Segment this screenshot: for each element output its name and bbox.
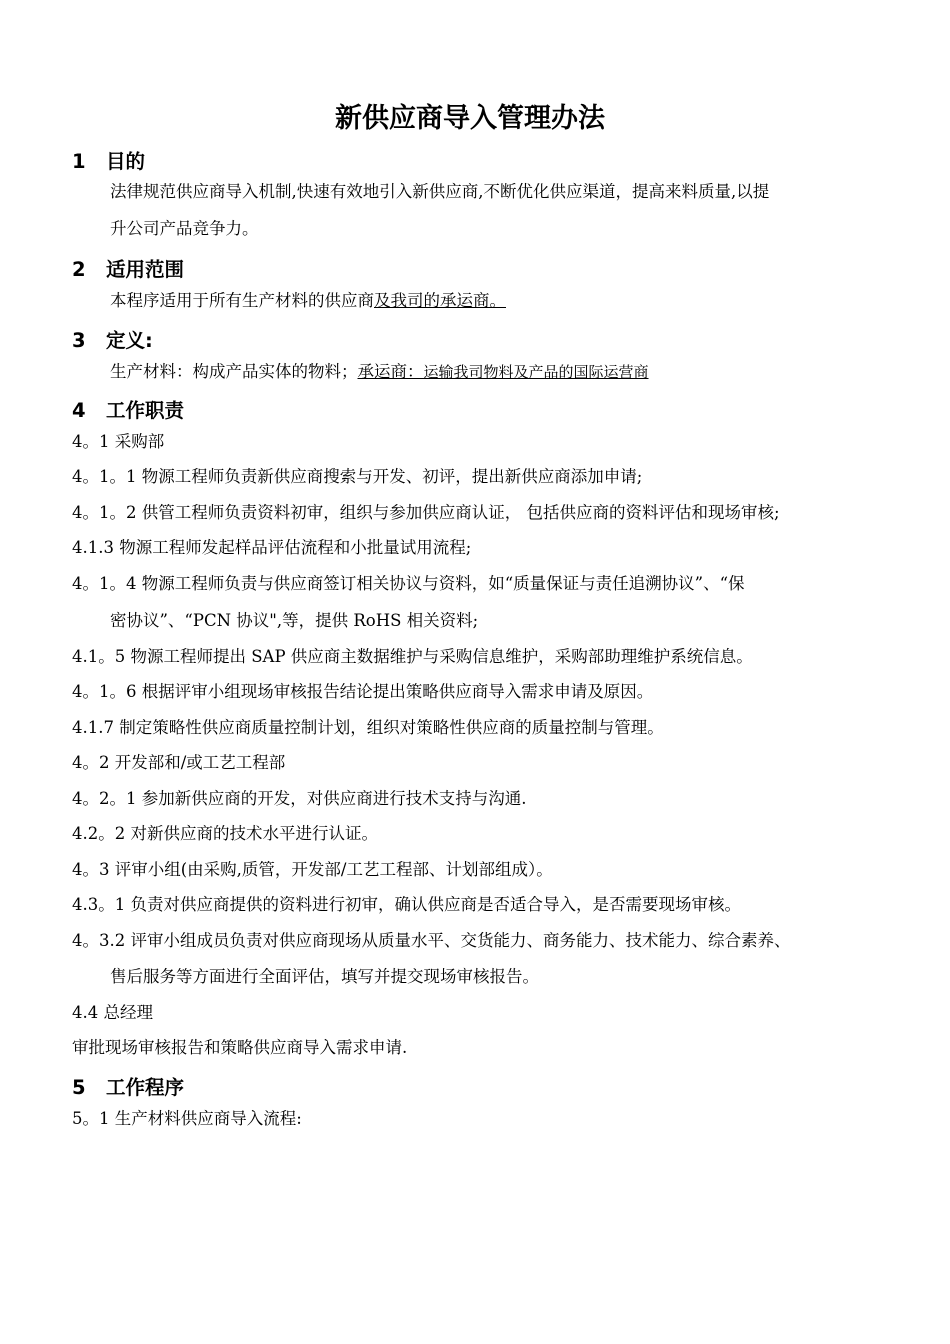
section-title: 适用范围 [106, 258, 185, 281]
paragraph-line: 审批现场审核报告和策略供应商导入需求申请. [72, 1038, 408, 1057]
paragraph-line: 4.1.7 制定策略性供应商质量控制计划，组织对策略性供应商的质量控制与管理。 [72, 718, 664, 737]
paragraph-line: 4。1。6 根据评审小组现场审核报告结论提出策略供应商导入需求申请及原因。 [72, 682, 654, 701]
paragraph-line: 升公司产品竞争力。 [110, 219, 259, 238]
section-number: 5 [72, 1076, 86, 1099]
section-3-heading [72, 325, 153, 353]
definition-underlined-term: 承运商： [357, 362, 424, 381]
section-2-heading [72, 254, 184, 282]
section-title: 工作职责 [106, 399, 185, 422]
scope-underlined-text: 及我司的承运商。 [374, 291, 506, 310]
paragraph-line: 售后服务等方面进行全面评估，填写并提交现场审核报告。 [110, 967, 539, 986]
scope-text: 本程序适用于所有生产材料的供应商 [110, 291, 374, 310]
section-title: 定义: [106, 329, 153, 352]
section-number: 3 [72, 329, 86, 352]
paragraph-line: 法律规范供应商导入机制,快速有效地引入新供应商,不断优化供应渠道，提高来料质量,以提 [110, 182, 770, 201]
paragraph-line: 4.4 总经理 [72, 1003, 153, 1022]
paragraph-line: 4。1。1 物源工程师负责新供应商搜索与开发、初评，提出新供应商添加申请; [72, 467, 643, 486]
paragraph-line: 密协议”、“PCN 协议",等，提供 RoHS 相关资料; [110, 611, 479, 630]
section-number: 1 [72, 150, 86, 173]
paragraph-line: 4。3 评审小组(由采购,质管，开发部/工艺工程部、计划部组成）。 [72, 860, 553, 879]
section-1-heading [72, 146, 145, 174]
paragraph-line: 4.3。1 负责对供应商提供的资料进行初审，确认供应商是否适合导入，是否需要现场审核。 [72, 895, 741, 914]
paragraph-line: 4.1。5 物源工程师提出 SAP 供应商主数据维护与采购信息维护，采购部助理维护系统信息。 [72, 647, 753, 666]
paragraph-line: 5。1 生产材料供应商导入流程: [72, 1109, 302, 1128]
paragraph-line: 4.2。2 对新供应商的技术水平进行认证。 [72, 824, 378, 843]
paragraph-line: 4.1.3 物源工程师发起样品评估流程和小批量试用流程; [72, 538, 472, 557]
paragraph-line: 4。1。4 物源工程师负责与供应商签订相关协议与资料，如“质量保证与责任追溯协议”、“保 [72, 574, 745, 593]
section-number: 2 [72, 258, 86, 281]
paragraph-line: 4。3.2 评审小组成员负责对供应商现场从质量水平、交货能力、商务能力、技术能力、综合素养、 [72, 931, 791, 950]
section-4-heading [72, 395, 184, 423]
section-number: 4 [72, 399, 86, 422]
paragraph-line: 4。1 采购部 [72, 432, 165, 451]
paragraph-line [110, 361, 649, 383]
section-title: 工作程序 [106, 1076, 185, 1099]
paragraph-line: 4。2。1 参加新供应商的开发，对供应商进行技术支持与沟通. [72, 789, 527, 808]
section-title: 目的 [106, 150, 146, 173]
paragraph-line [110, 290, 506, 312]
paragraph-line: 4。2 开发部和/或工艺工程部 [72, 753, 286, 772]
paragraph-line: 4。1。2 供管工程师负责资料初审，组织与参加供应商认证， 包括供应商的资料评估和现场审核; [72, 503, 780, 522]
definition-text: 生产材料：构成产品实体的物料； [110, 362, 358, 381]
document-title: 新供应商导入管理办法 [335, 103, 605, 134]
definition-underlined-text: 运输我司物料及产品的国际运营商 [423, 363, 649, 381]
section-5-heading [72, 1072, 184, 1100]
